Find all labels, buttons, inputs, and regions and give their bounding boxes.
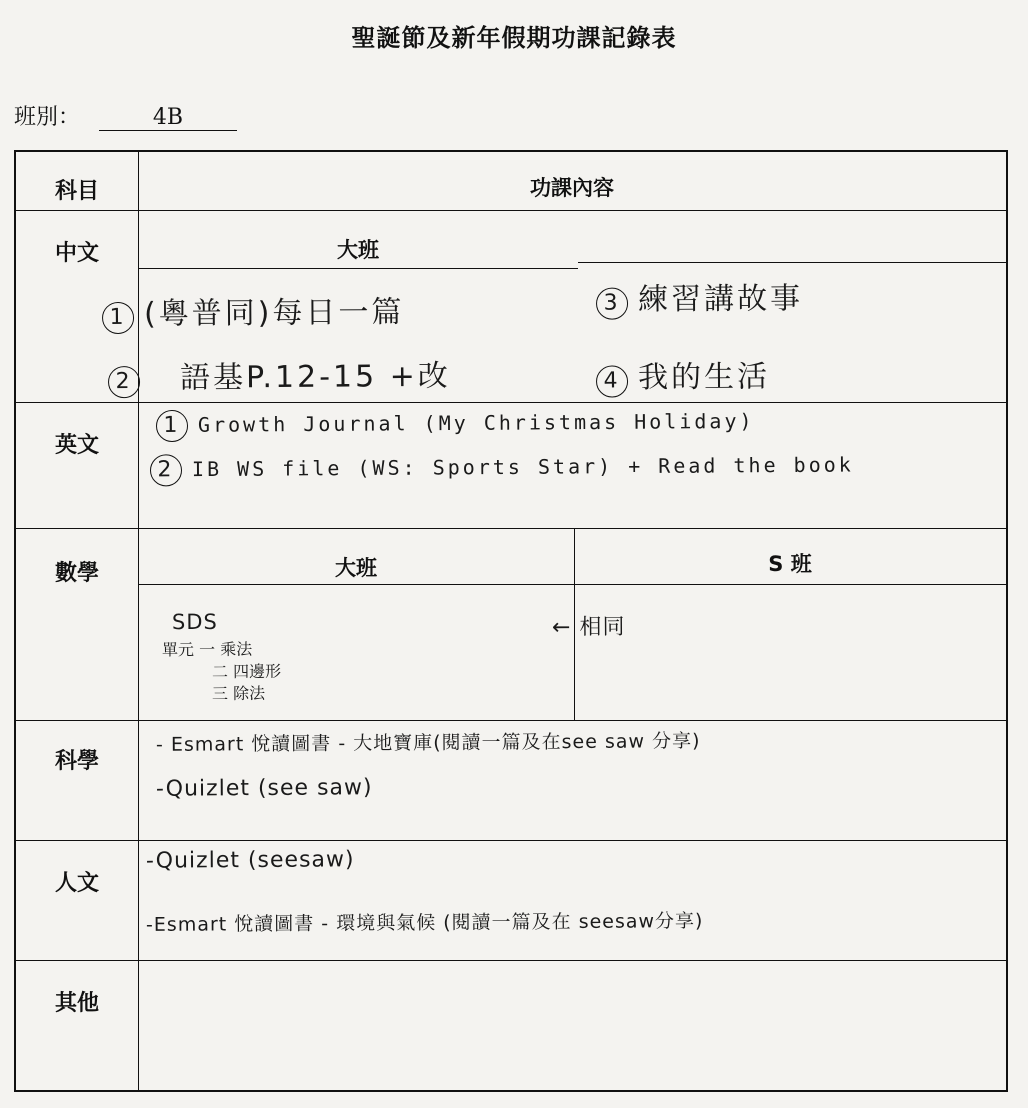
chinese-item-1: 1 (粵普同)每日一篇 xyxy=(102,287,405,334)
humanities-item-1: -Quizlet (seesaw) xyxy=(145,847,355,874)
chinese-group-label: 大班 xyxy=(337,238,379,262)
row-divider xyxy=(16,528,1006,529)
subject-chinese: 中文 xyxy=(54,241,99,266)
homework-table xyxy=(14,150,1008,1092)
content-header: 功課內容 xyxy=(530,176,614,200)
class-value: 4B xyxy=(99,105,237,131)
row-divider xyxy=(16,720,1006,721)
class-label: 班別： xyxy=(14,105,81,130)
science-item-2: -Quizlet (see saw) xyxy=(155,775,373,802)
item-number: 1 xyxy=(102,302,134,334)
class-field xyxy=(14,100,237,131)
chinese-sub-divider-2 xyxy=(578,262,1006,263)
item-number: 2 xyxy=(108,366,140,398)
item-number: 3 xyxy=(596,287,628,319)
row-divider xyxy=(16,960,1006,961)
english-item-2: 2 IB WS file (WS: Sports Star) + Read the book xyxy=(150,450,854,487)
math-big-line-3: 三 除法 xyxy=(211,683,266,704)
math-s-text: ← 相同 xyxy=(551,614,626,641)
page-title: 聖誕節及新年假期功課記錄表 xyxy=(351,24,677,52)
math-group-s: S 班 xyxy=(768,552,812,576)
subject-math: 數學 xyxy=(54,561,99,586)
math-group-big: 大班 xyxy=(335,556,377,580)
chinese-item-4: 4 我的生活 xyxy=(596,351,770,397)
chinese-sub-divider xyxy=(138,268,578,269)
item-number: 2 xyxy=(150,454,182,486)
humanities-item-2: -Esmart 悅讀圖書 - 環境與氣候 (閱讀一篇及在 seesaw分享) xyxy=(145,910,704,936)
math-big-title: SDS xyxy=(171,609,218,635)
english-item-1: 1 Growth Journal (My Christmas Holiday) xyxy=(156,406,755,442)
science-item-1: - Esmart 悅讀圖書 - 大地寶庫(閱讀一篇及在see saw 分享) xyxy=(155,730,701,756)
item-number: 4 xyxy=(596,365,628,397)
subject-humanities: 人文 xyxy=(54,871,99,896)
row-divider xyxy=(16,402,1006,403)
chinese-item-3: 3 練習講故事 xyxy=(596,273,803,319)
subject-header: 科目 xyxy=(54,179,99,204)
math-big-line-2: 二 四邊形 xyxy=(211,661,282,682)
math-sub-divider xyxy=(138,584,1006,585)
row-divider xyxy=(16,840,1006,841)
chinese-item-2: 2 語基P.12-15 +改 xyxy=(108,351,451,398)
item-number: 1 xyxy=(156,410,188,442)
math-big-line-1: 單元 一 乘法 xyxy=(161,639,253,660)
subject-science: 科學 xyxy=(54,749,99,774)
subject-english: 英文 xyxy=(54,433,99,458)
subject-other: 其他 xyxy=(54,991,99,1016)
row-divider xyxy=(16,210,1006,211)
